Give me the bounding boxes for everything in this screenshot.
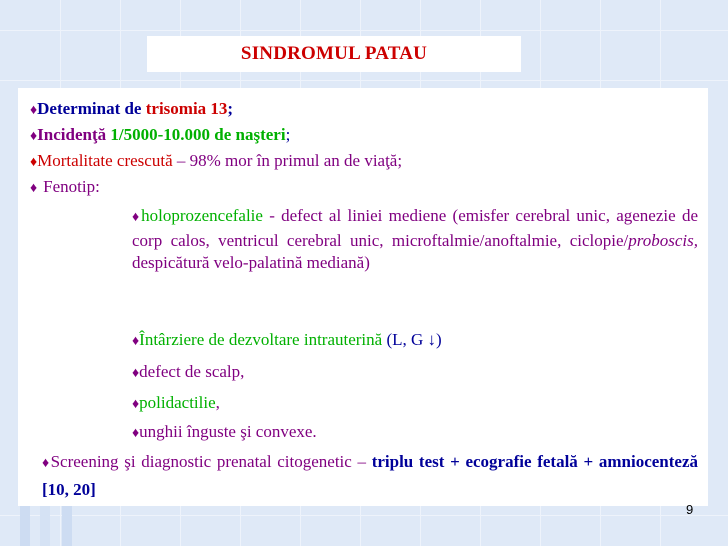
diamond-bullet-icon: ♦ — [30, 103, 38, 118]
decorative-stripe — [20, 505, 30, 546]
diamond-bullet-icon: ♦ — [42, 456, 51, 471]
incidenta-label: Incidenţă — [37, 125, 111, 144]
proboscis-italic: proboscis, — [628, 230, 698, 250]
bullet-determinat — [30, 98, 233, 122]
diamond-bullet-icon: ♦ — [132, 334, 140, 349]
incidenta-highlight: 1/5000-10.000 de naşteri — [110, 125, 286, 144]
decorative-stripe — [40, 505, 50, 546]
decorative-stripe — [62, 505, 72, 546]
determinat-label: Determinat de — [37, 99, 146, 118]
unghii-text: unghii înguste şi convexe. — [139, 422, 317, 441]
polidactilie-term: polidactilie — [139, 393, 216, 412]
trisomia-highlight: trisomia 13 — [145, 99, 228, 118]
screening-tests: triplu test + ecografie fetală + amniocenteză [10, 20] — [42, 452, 698, 499]
bullet-intarziere — [132, 329, 442, 353]
diamond-bullet-icon: ♦ — [30, 181, 38, 196]
diamond-bullet-icon: ♦ — [30, 129, 38, 144]
page-number: 9 — [686, 502, 694, 517]
bullet-scalp — [132, 361, 244, 385]
mortalitate-text: – 98% mor în primul an de viaţă; — [172, 151, 403, 170]
scalp-text: defect de scalp, — [139, 362, 245, 381]
diamond-bullet-icon: ♦ — [132, 426, 140, 441]
intarziere-term: Întârziere de dezvoltare intrauterină — [139, 330, 383, 349]
holoprozencefalie-term: holoprozencefalie — [141, 206, 263, 225]
slide-content — [18, 88, 708, 506]
incidenta-suffix: ; — [285, 125, 291, 144]
slide-title: SINDROMUL PATAU — [147, 36, 521, 72]
bullet-incidenta — [30, 124, 290, 148]
holoprozencefalie-description-end: despicătură velo-palatină mediană) — [132, 253, 370, 272]
determinat-suffix: ; — [227, 99, 234, 118]
diamond-bullet-icon: ♦ — [132, 366, 140, 381]
polidactilie-suffix: , — [215, 393, 220, 412]
screening-text: Screening şi diagnostic prenatal citogenetic – — [50, 452, 372, 471]
intarziere-suffix: (L, G ↓) — [382, 330, 442, 349]
fenotip-label: Fenotip: — [43, 177, 100, 196]
bullet-screening — [42, 449, 698, 503]
bullet-mortalitate — [30, 150, 402, 174]
bullet-unghii — [132, 421, 317, 445]
bullet-holoprozencefalie — [132, 205, 698, 275]
diamond-bullet-icon: ♦ — [132, 397, 140, 412]
diamond-bullet-icon: ♦ — [30, 155, 38, 170]
bullet-fenotip — [30, 176, 100, 200]
holoprozencefalie-description: - defect al liniei mediene (emisfer cerebral unic, agenezie de corp calos, ventricul cerebral unic, microftalmie/anoftalmie, ciclopie/ — [132, 206, 698, 250]
bullet-polidactilie — [132, 392, 220, 416]
diamond-bullet-icon: ♦ — [132, 210, 142, 225]
mortalitate-label: Mortalitate crescută — [37, 151, 173, 170]
